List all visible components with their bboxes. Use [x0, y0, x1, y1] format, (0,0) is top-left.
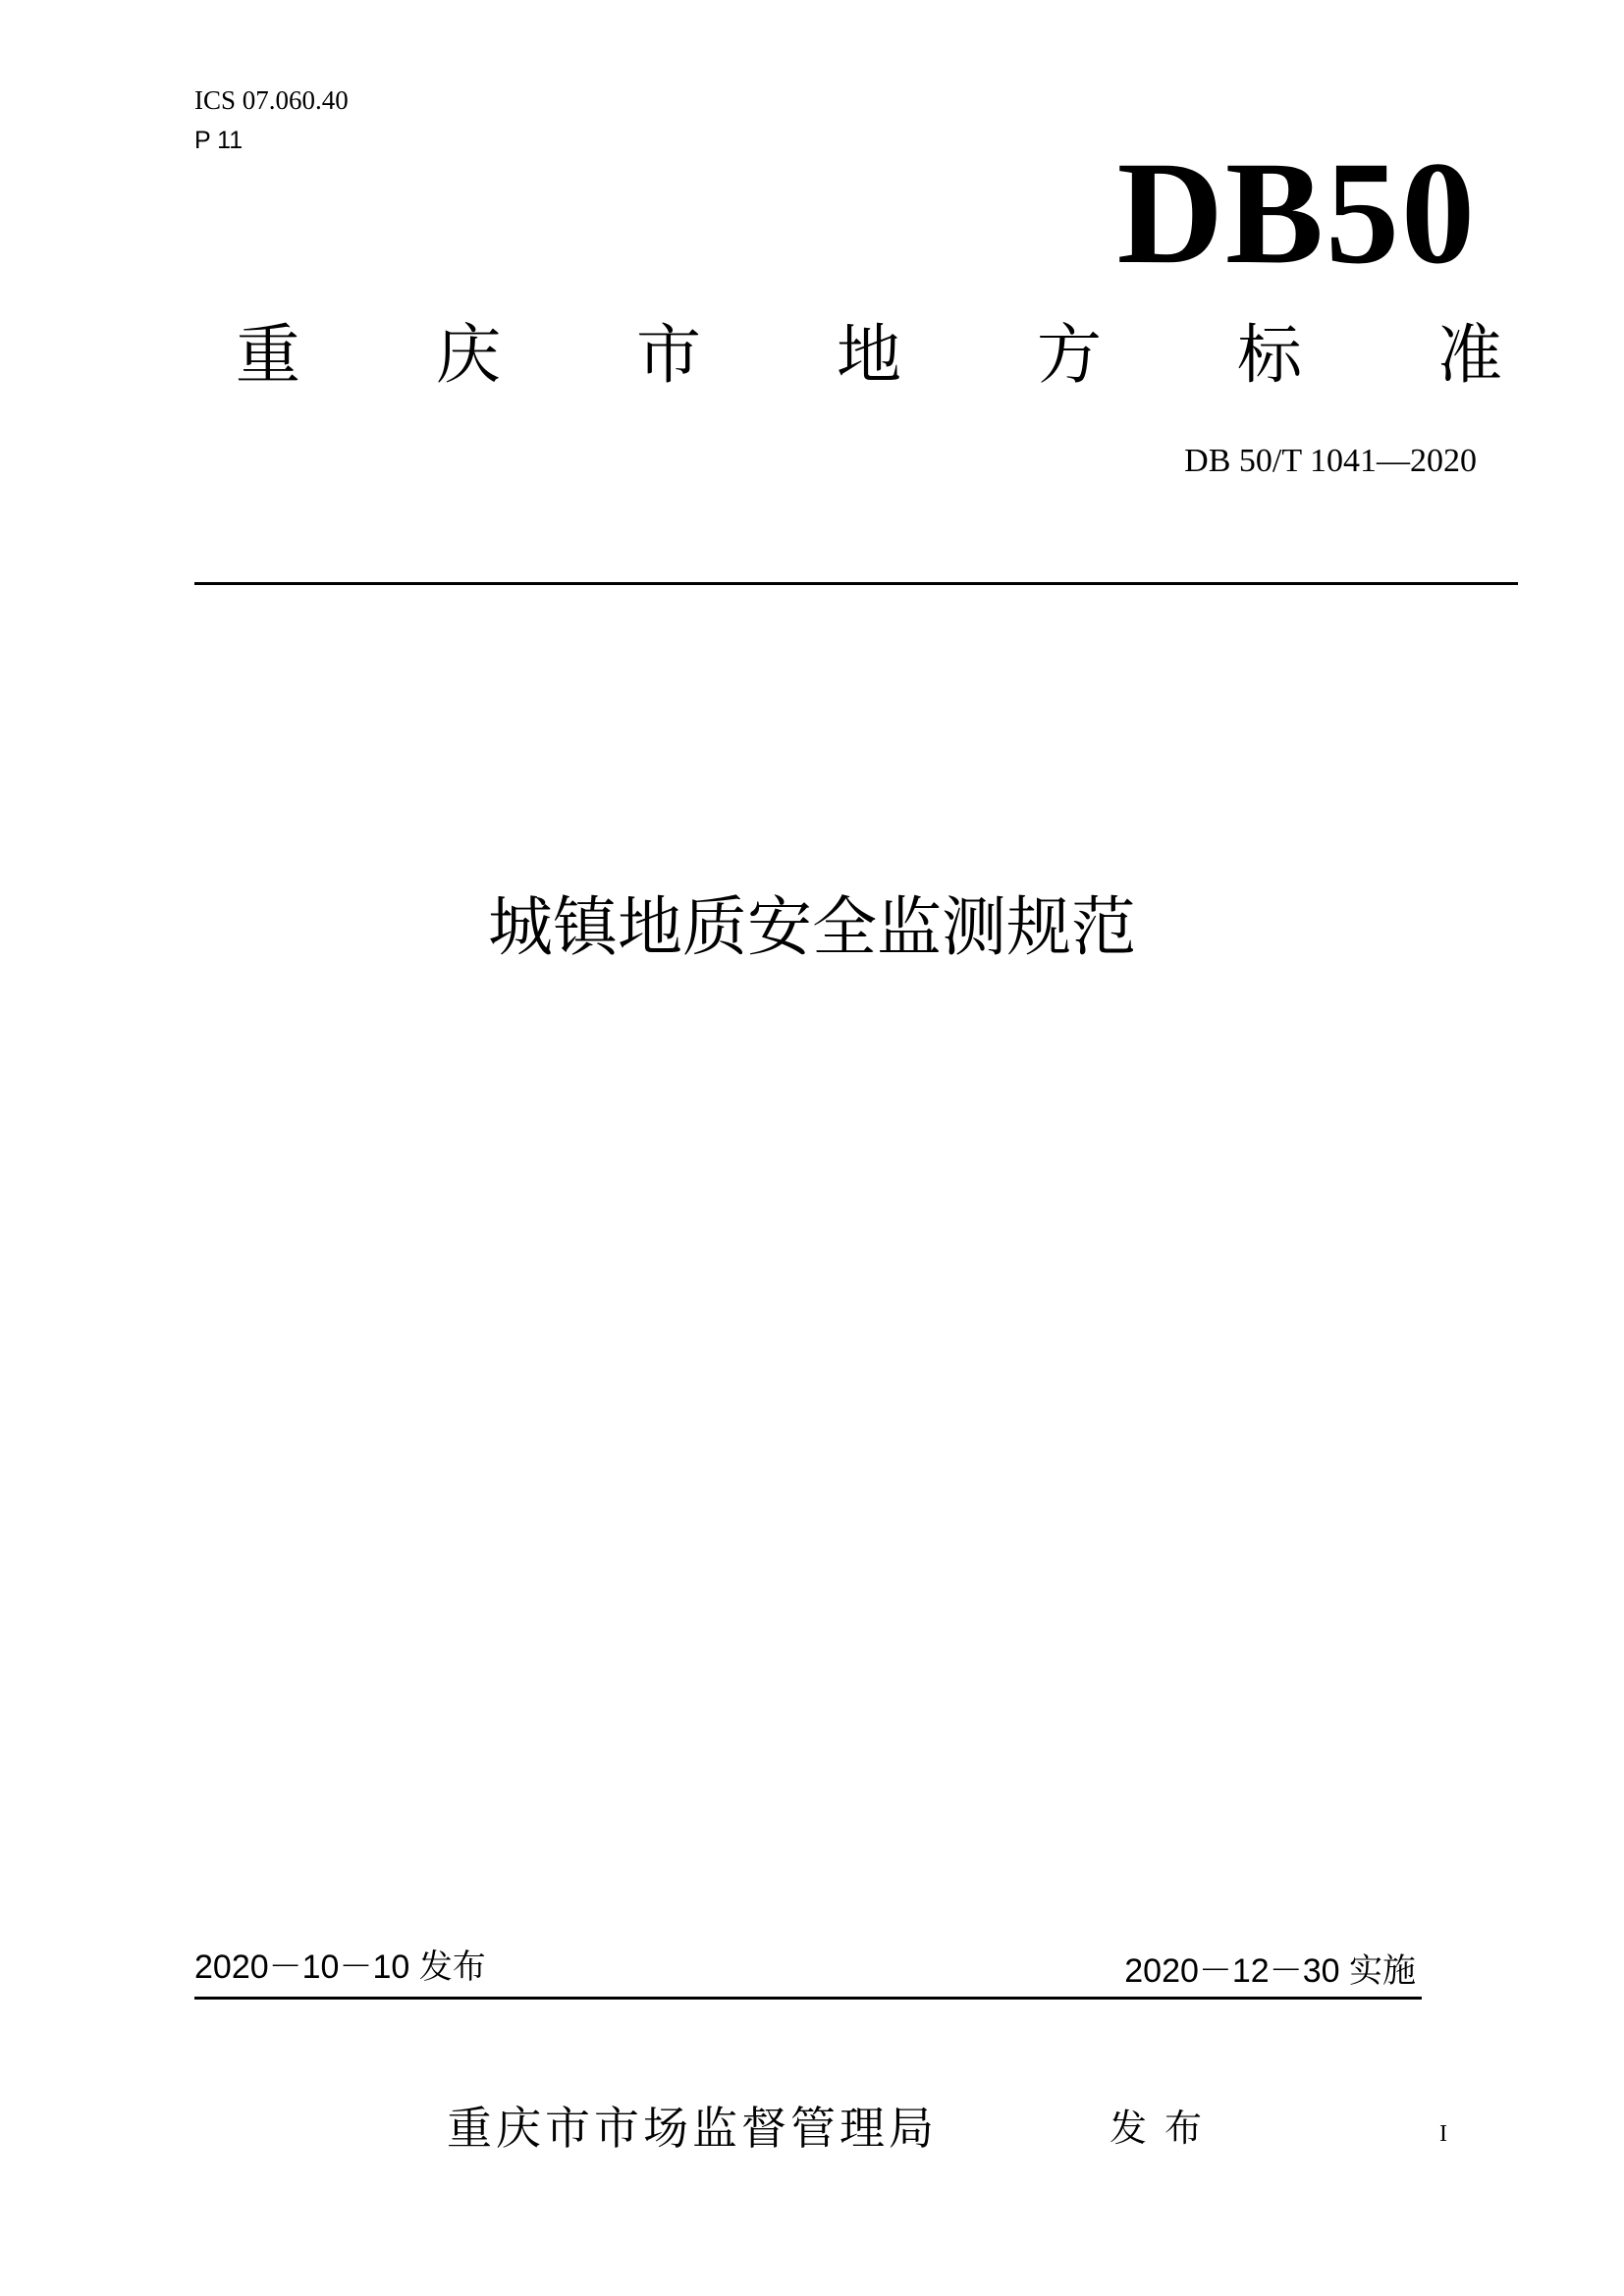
ccs-code: P 11	[194, 127, 244, 154]
standard-type-heading	[236, 316, 1502, 395]
standard-type-char: 方	[1037, 317, 1102, 393]
standard-type-char: 标	[1237, 317, 1302, 393]
standard-type-char: 重	[236, 317, 300, 393]
ics-code: ICS 07.060.40	[194, 85, 349, 115]
standard-type-char: 准	[1437, 317, 1502, 393]
standard-number: DB 50/T 1041—2020	[1184, 443, 1477, 479]
footer-divider	[194, 1997, 1422, 2000]
page-number: I	[1439, 2121, 1447, 2147]
header-divider	[194, 582, 1518, 585]
standard-type-char: 庆	[436, 317, 501, 393]
issue-date: 2020－10－10 发布	[194, 1949, 486, 1986]
standard-type-char: 市	[636, 317, 701, 393]
standard-logo: DB50	[1116, 132, 1477, 294]
publish-label: 发布	[1110, 2107, 1220, 2150]
implement-date: 2020－12－30 实施	[1124, 1952, 1416, 1990]
document-title: 城镇地质安全监测规范	[488, 889, 1136, 965]
standard-type-char: 地	[837, 317, 901, 393]
publisher-name: 重庆市市场监督管理局	[447, 2102, 938, 2155]
